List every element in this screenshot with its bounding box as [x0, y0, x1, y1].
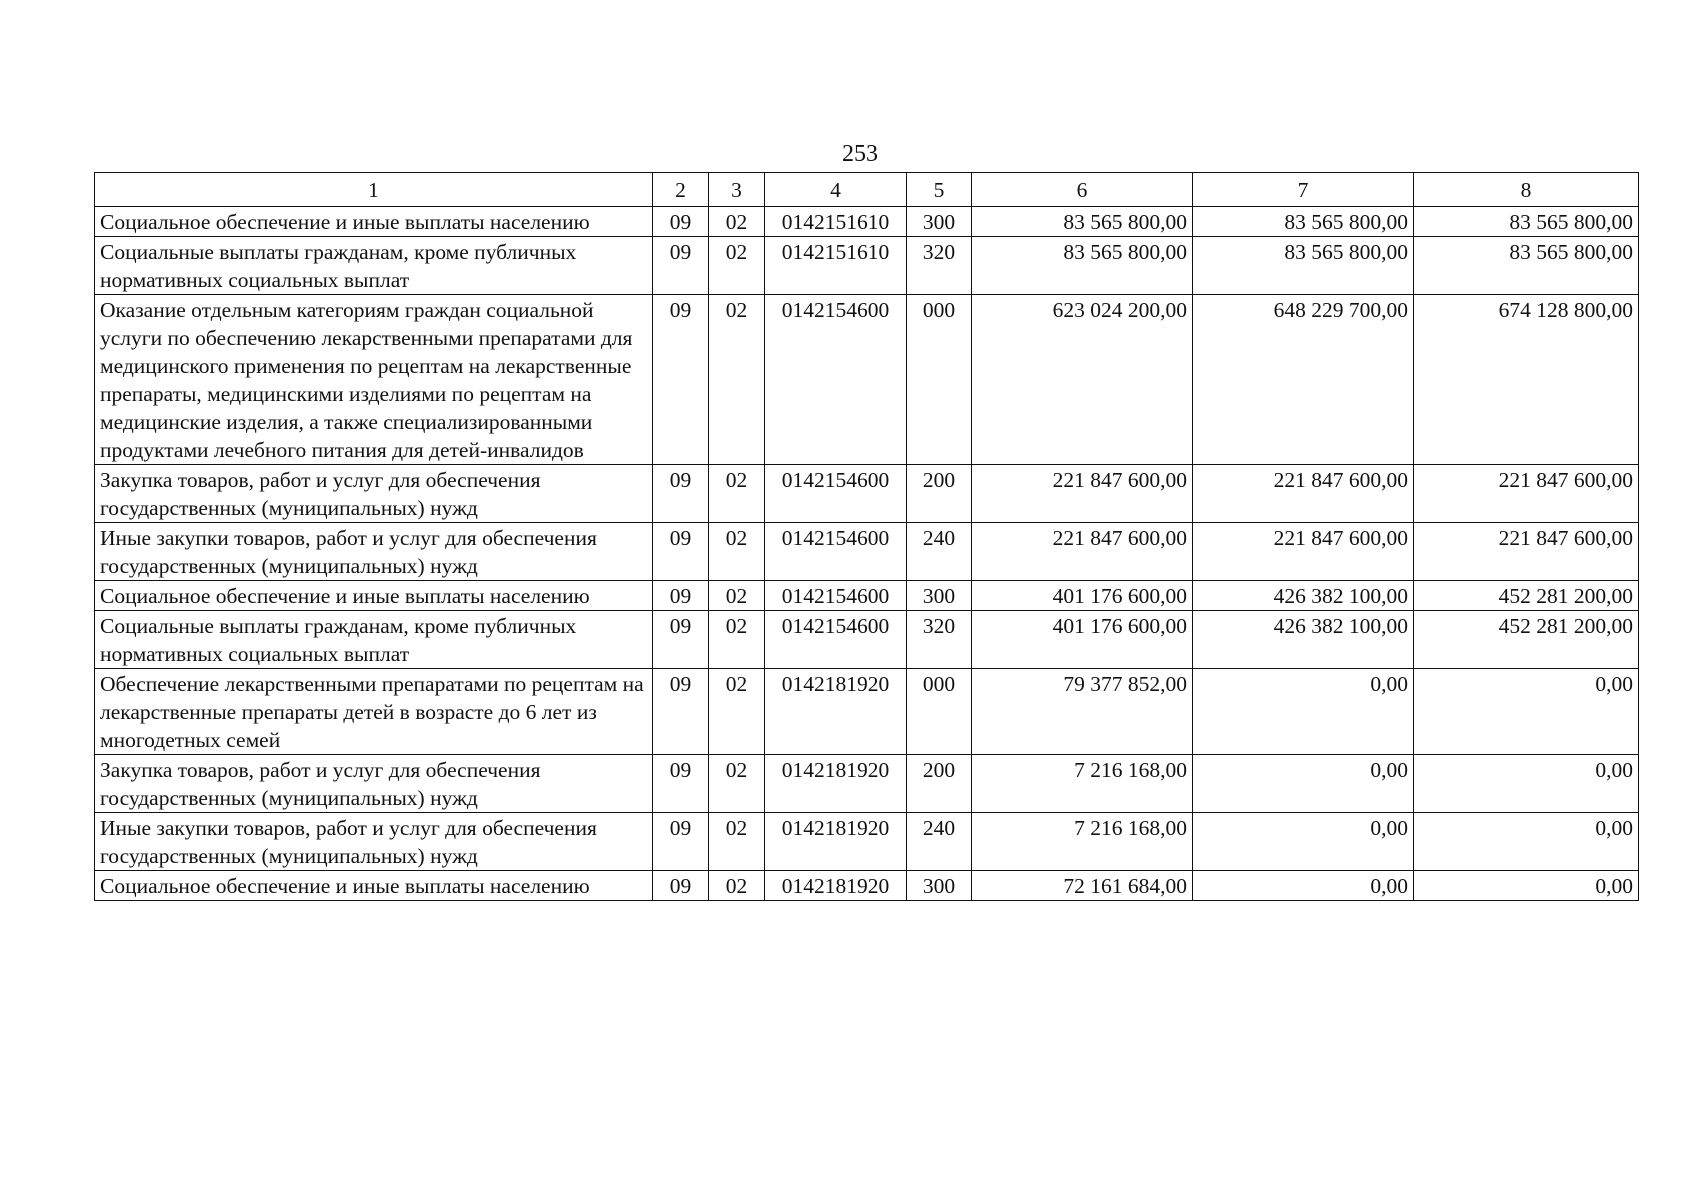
row-amount-year3-cell: 452 281 200,00	[1414, 611, 1639, 669]
row-section-cell: 09	[653, 207, 709, 237]
row-target-article-cell: 0142154600	[765, 611, 907, 669]
row-amount-year2-cell: 0,00	[1193, 669, 1414, 755]
row-name-cell: Социальное обеспечение и иные выплаты населению	[95, 207, 653, 237]
row-amount-year1-cell: 401 176 600,00	[972, 611, 1193, 669]
table-row	[95, 813, 1639, 871]
table-row	[95, 669, 1639, 755]
row-amount-year3-cell: 0,00	[1414, 755, 1639, 813]
row-amount-year2-cell: 83 565 800,00	[1193, 207, 1414, 237]
table-body	[95, 207, 1639, 901]
row-amount-year1-cell: 83 565 800,00	[972, 207, 1193, 237]
row-subsection-cell: 02	[709, 207, 765, 237]
row-amount-year1-cell: 221 847 600,00	[972, 465, 1193, 523]
table-row	[95, 523, 1639, 581]
column-header-7: 7	[1193, 173, 1414, 207]
row-amount-year3-cell: 674 128 800,00	[1414, 295, 1639, 465]
row-section-cell: 09	[653, 523, 709, 581]
row-amount-year2-cell: 83 565 800,00	[1193, 237, 1414, 295]
table-row	[95, 611, 1639, 669]
table-row	[95, 871, 1639, 901]
table-row	[95, 581, 1639, 611]
row-subsection-cell: 02	[709, 871, 765, 901]
row-amount-year3-cell: 452 281 200,00	[1414, 581, 1639, 611]
row-subsection-cell: 02	[709, 611, 765, 669]
row-expense-type-cell: 240	[907, 813, 972, 871]
row-amount-year3-cell: 0,00	[1414, 813, 1639, 871]
row-name-cell: Социальные выплаты гражданам, кроме публичных нормативных социальных выплат	[95, 237, 653, 295]
row-amount-year2-cell: 426 382 100,00	[1193, 581, 1414, 611]
row-amount-year1-cell: 623 024 200,00	[972, 295, 1193, 465]
row-amount-year3-cell: 0,00	[1414, 669, 1639, 755]
budget-table	[94, 172, 1639, 901]
row-expense-type-cell: 320	[907, 237, 972, 295]
row-expense-type-cell: 300	[907, 581, 972, 611]
table-header	[95, 173, 1639, 207]
row-name-cell: Социальное обеспечение и иные выплаты населению	[95, 871, 653, 901]
row-expense-type-cell: 320	[907, 611, 972, 669]
row-section-cell: 09	[653, 237, 709, 295]
row-amount-year2-cell: 221 847 600,00	[1193, 523, 1414, 581]
row-section-cell: 09	[653, 755, 709, 813]
row-subsection-cell: 02	[709, 295, 765, 465]
row-name-cell: Социальное обеспечение и иные выплаты населению	[95, 581, 653, 611]
row-section-cell: 09	[653, 669, 709, 755]
row-expense-type-cell: 300	[907, 871, 972, 901]
row-target-article-cell: 0142181920	[765, 871, 907, 901]
column-header-3: 3	[709, 173, 765, 207]
table-row	[95, 295, 1639, 465]
row-amount-year1-cell: 7 216 168,00	[972, 755, 1193, 813]
row-target-article-cell: 0142151610	[765, 207, 907, 237]
row-amount-year3-cell: 83 565 800,00	[1414, 207, 1639, 237]
row-name-cell: Иные закупки товаров, работ и услуг для обеспечения государственных (муниципальных) нужд	[95, 813, 653, 871]
row-amount-year1-cell: 83 565 800,00	[972, 237, 1193, 295]
row-section-cell: 09	[653, 871, 709, 901]
row-amount-year1-cell: 79 377 852,00	[972, 669, 1193, 755]
row-name-cell: Иные закупки товаров, работ и услуг для обеспечения государственных (муниципальных) нужд	[95, 523, 653, 581]
row-amount-year3-cell: 221 847 600,00	[1414, 523, 1639, 581]
row-section-cell: 09	[653, 581, 709, 611]
column-header-6: 6	[972, 173, 1193, 207]
row-name-cell: Закупка товаров, работ и услуг для обеспечения государственных (муниципальных) нужд	[95, 465, 653, 523]
row-amount-year3-cell: 0,00	[1414, 871, 1639, 901]
row-target-article-cell: 0142181920	[765, 755, 907, 813]
row-section-cell: 09	[653, 813, 709, 871]
row-amount-year3-cell: 221 847 600,00	[1414, 465, 1639, 523]
row-amount-year2-cell: 221 847 600,00	[1193, 465, 1414, 523]
row-amount-year3-cell: 83 565 800,00	[1414, 237, 1639, 295]
row-amount-year2-cell: 0,00	[1193, 813, 1414, 871]
row-expense-type-cell: 000	[907, 669, 972, 755]
row-amount-year2-cell: 0,00	[1193, 871, 1414, 901]
row-target-article-cell: 0142181920	[765, 669, 907, 755]
row-amount-year2-cell: 648 229 700,00	[1193, 295, 1414, 465]
row-subsection-cell: 02	[709, 669, 765, 755]
row-amount-year2-cell: 426 382 100,00	[1193, 611, 1414, 669]
row-name-cell: Оказание отдельным категориям граждан социальной услуги по обеспечению лекарственными препаратами для медицинского применения по рецептам на лекарственные препараты, медицинскими изделиями по рецептам на медицинские изделия, а также специализированными продуктами лечебного питания для детей-инвалидов	[95, 295, 653, 465]
row-amount-year1-cell: 7 216 168,00	[972, 813, 1193, 871]
column-header-8: 8	[1414, 173, 1639, 207]
row-subsection-cell: 02	[709, 465, 765, 523]
table-row	[95, 755, 1639, 813]
row-name-cell: Социальные выплаты гражданам, кроме публичных нормативных социальных выплат	[95, 611, 653, 669]
row-amount-year1-cell: 401 176 600,00	[972, 581, 1193, 611]
row-section-cell: 09	[653, 465, 709, 523]
row-target-article-cell: 0142181920	[765, 813, 907, 871]
row-subsection-cell: 02	[709, 581, 765, 611]
row-expense-type-cell: 240	[907, 523, 972, 581]
row-amount-year2-cell: 0,00	[1193, 755, 1414, 813]
row-name-cell: Закупка товаров, работ и услуг для обеспечения государственных (муниципальных) нужд	[95, 755, 653, 813]
row-expense-type-cell: 200	[907, 465, 972, 523]
row-target-article-cell: 0142154600	[765, 523, 907, 581]
column-header-5: 5	[907, 173, 972, 207]
row-amount-year1-cell: 221 847 600,00	[972, 523, 1193, 581]
row-target-article-cell: 0142151610	[765, 237, 907, 295]
page-number: 253	[842, 141, 878, 167]
column-header-1: 1	[95, 173, 653, 207]
row-subsection-cell: 02	[709, 755, 765, 813]
row-target-article-cell: 0142154600	[765, 581, 907, 611]
row-expense-type-cell: 200	[907, 755, 972, 813]
table-row	[95, 237, 1639, 295]
column-header-2: 2	[653, 173, 709, 207]
row-expense-type-cell: 000	[907, 295, 972, 465]
row-subsection-cell: 02	[709, 523, 765, 581]
header-row	[95, 173, 1639, 207]
table-row	[95, 207, 1639, 237]
row-subsection-cell: 02	[709, 813, 765, 871]
row-target-article-cell: 0142154600	[765, 295, 907, 465]
column-header-4: 4	[765, 173, 907, 207]
row-target-article-cell: 0142154600	[765, 465, 907, 523]
table-row	[95, 465, 1639, 523]
row-name-cell: Обеспечение лекарственными препаратами по рецептам на лекарственные препараты детей в возрасте до 6 лет из многодетных семей	[95, 669, 653, 755]
row-section-cell: 09	[653, 611, 709, 669]
row-amount-year1-cell: 72 161 684,00	[972, 871, 1193, 901]
row-subsection-cell: 02	[709, 237, 765, 295]
row-expense-type-cell: 300	[907, 207, 972, 237]
row-section-cell: 09	[653, 295, 709, 465]
